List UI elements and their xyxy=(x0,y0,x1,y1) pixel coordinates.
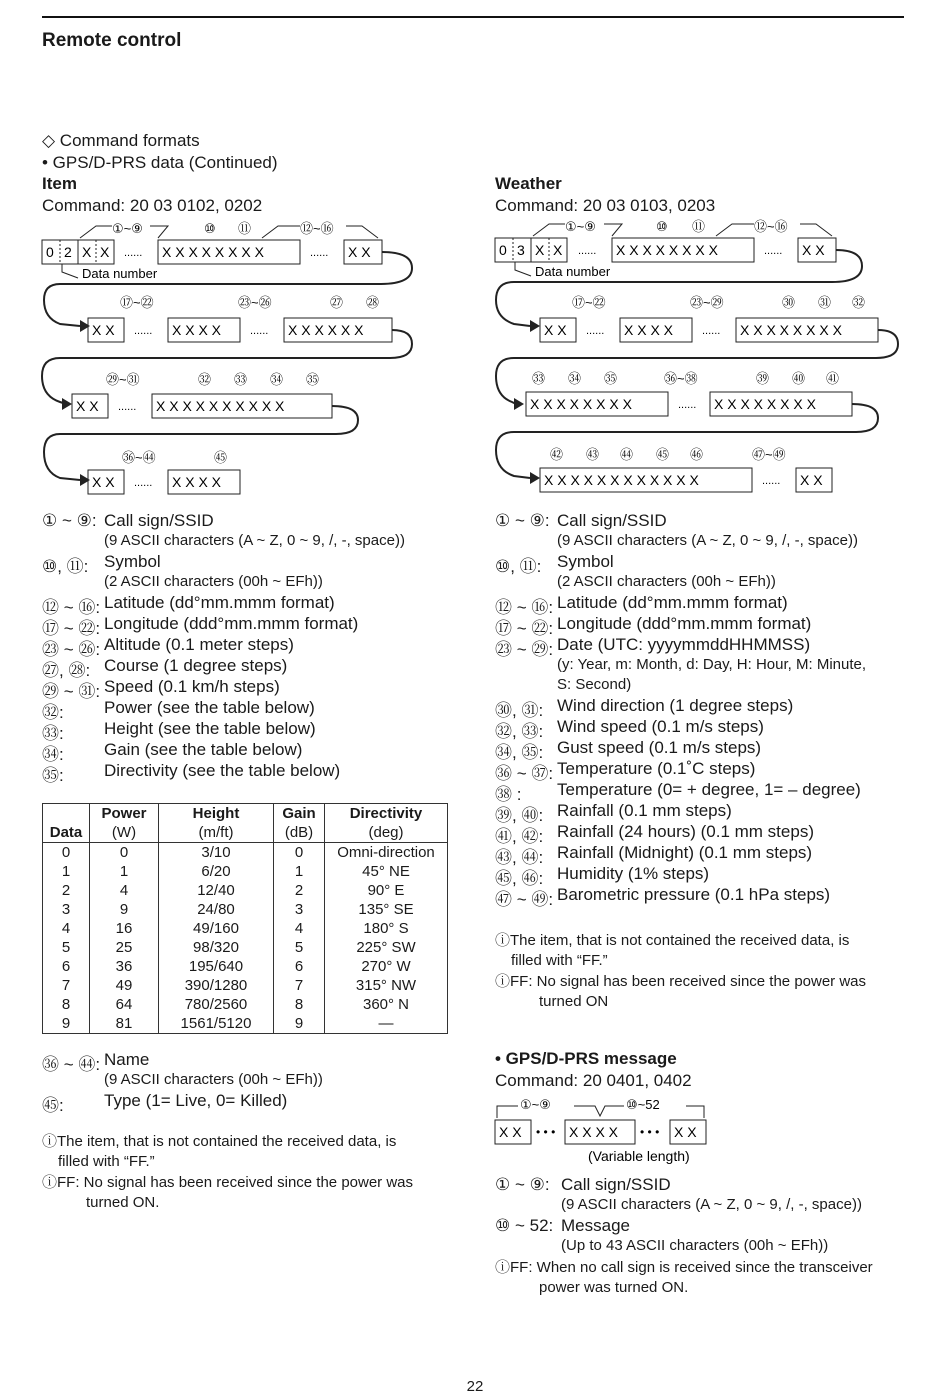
table-row: 3 9 24/80 3 135° SE xyxy=(43,900,448,919)
item-marker-12: ㉞ xyxy=(270,372,284,387)
weather-marker-11: ㉞ xyxy=(568,371,582,386)
weather-prefix-0: 0 xyxy=(499,242,507,258)
svg-text:X X X X X X X X: X X X X X X X X xyxy=(714,396,816,412)
svg-text:X X: X X xyxy=(92,322,115,338)
svg-text:X: X xyxy=(553,242,563,258)
svg-text:......: ...... xyxy=(578,245,597,257)
item-data-number: Data number xyxy=(82,266,158,281)
svg-text:......: ...... xyxy=(310,247,329,259)
weather-note-2: ⓘFF: No signal has been received since the power was turned ON xyxy=(495,973,867,1010)
item-frame-diagram xyxy=(42,221,412,494)
item-marker-10: ㉜ xyxy=(198,372,212,387)
item-label: Item xyxy=(42,174,77,193)
svg-text:X X X X X X X X X X: X X X X X X X X X X xyxy=(156,398,285,414)
svg-text:X X: X X xyxy=(544,322,567,338)
section-heading: ◇ Command formats xyxy=(42,131,200,150)
item-marker-2: ⑩ xyxy=(204,221,216,236)
weather-marker-6: ㉓~㉙ xyxy=(690,295,724,310)
svg-text:......: ...... xyxy=(678,399,697,411)
svg-text:X X: X X xyxy=(800,472,823,488)
svg-text:X X: X X xyxy=(802,242,825,258)
svg-text:X X X X X X X X X X X X: X X X X X X X X X X X X xyxy=(544,472,699,488)
item-definitions-2: ㊱ ~ ㊹: Name (9 ASCII characters (00h ~ EFh)) ㊺: Type (1= Live, 0= Killed) xyxy=(42,1050,323,1115)
svg-text:......: ...... xyxy=(250,325,269,337)
svg-text:X X X X: X X X X xyxy=(172,474,222,490)
table-row: 5 25 98/320 5 225° SW xyxy=(43,938,448,957)
item-marker-15: ㊺ xyxy=(214,450,228,465)
weather-data-number: Data number xyxy=(535,264,611,279)
table-row: 7 49 390/1280 7 315° NW xyxy=(43,976,448,995)
item-marker-3: ⑪ xyxy=(238,221,252,236)
svg-text:X: X xyxy=(100,244,110,260)
message-variable-length: (Variable length) xyxy=(588,1148,690,1164)
weather-definitions: ① ~ ⑨: Call sign/SSID (9 ASCII characters (A ~ Z, 0 ~ 9, /, -, space)) ⑩, ⑪: Symbol (2 ASCII characters (00h ~ EFh)) ⑫ ~ ⑯: Latitude (dd°mm.mmm format) ⑰ ~ ㉒: Longitude (ddd°mm.mmm format) ㉓ ~ ㉙: Date (UTC: yyyymmddHHMMSS) (y: Year, m: Month, d: Day, H: Hour, M: Minute, S: Second) ㉚, ㉛: Wind direction (1 degree steps) ㉜, ㉝: Wind speed (0.1 m/s steps) ㉞, ㉟: Gust speed (0.1 m/s steps) ㊱ ~ ㊲: Temperature (0.1˚C steps) ㊳ : Temperature (0= + degree, 1= – degree) ㊴, ㊵: Rainfall (0.1 mm steps) ㊶, ㊷: Rainfall (24 hours) (0.1 mm steps) ㊸, ㊹: Rainfall (Midnight) (0.1 mm steps) ㊺, ㊻: Humidity (1% steps) ㊼ ~ ㊾: Barometric pressure (0.1 hPa steps) xyxy=(495,511,867,909)
weather-marker-19: ㊹ xyxy=(620,447,634,462)
item-prefix-0: 0 xyxy=(46,244,54,260)
weather-note-1: ⓘThe item, that is not contained the received data, is filled with “FF.” xyxy=(495,932,850,969)
table-row: 0 0 3/10 0 Omni-direction xyxy=(43,843,448,863)
message-note-1: ⓘFF: When no call sign is received since the transceiver power was turned ON. xyxy=(495,1259,873,1296)
page-title: Remote control xyxy=(42,30,182,51)
svg-text:......: ...... xyxy=(118,401,137,413)
svg-text:......: ...... xyxy=(586,325,605,337)
table-row: 4 16 49/160 4 180° S xyxy=(43,919,448,938)
weather-marker-5: ⑰~㉒ xyxy=(572,295,606,310)
svg-text:X X X X X X: X X X X X X xyxy=(288,322,364,338)
weather-marker-20: ㊺ xyxy=(656,447,670,462)
weather-marker-12: ㉟ xyxy=(604,371,618,386)
table-row: 9 81 1561/5120 9 — xyxy=(43,1014,448,1034)
svg-text:......: ...... xyxy=(762,475,781,487)
power-height-gain-table xyxy=(42,803,448,1034)
weather-prefix-1: 3 xyxy=(517,242,525,258)
item-definitions: ① ~ ⑨: Call sign/SSID (9 ASCII characters (A ~ Z, 0 ~ 9, /, -, space)) ⑩, ⑪: Symbol (2 ASCII characters (00h ~ EFh)) ⑫ ~ ⑯: Latitude (dd°mm.mmm format) ⑰ ~ ㉒: Longitude (ddd°mm.mmm format) ㉓ ~ ㉖: Altitude (0.1 meter steps) ㉗, ㉘: Course (1 degree steps) ㉙ ~ ㉛: Speed (0.1 km/h steps) ㉜: Power (see the table below) ㉝: Height (see the table below) ㉞: Gain (see the table below) ㉟: Directivity (see the table below) xyxy=(42,511,405,785)
weather-marker-8: ㉛ xyxy=(818,295,832,310)
weather-marker-10: ㉝ xyxy=(532,371,546,386)
item-row-2 xyxy=(42,295,412,410)
item-note-1: ⓘThe item, that is not contained the received data, is filled with “FF.” xyxy=(42,1133,397,1170)
svg-text:......: ...... xyxy=(134,325,153,337)
item-row-4 xyxy=(88,450,240,494)
item-marker-4: ⑫~⑯ xyxy=(300,221,334,236)
item-marker-5: ⑰~㉒ xyxy=(120,295,154,310)
svg-text:X X X X X X X X: X X X X X X X X xyxy=(616,242,718,258)
weather-marker-22: ㊼~㊾ xyxy=(752,447,786,462)
item-marker-13: ㉟ xyxy=(306,372,320,387)
message-command: Command: 20 0401, 0402 xyxy=(495,1071,692,1090)
weather-marker-18: ㊸ xyxy=(586,447,600,462)
table-row: 1 1 6/20 1 45° NE xyxy=(43,862,448,881)
message-definitions: ① ~ ⑨: Call sign/SSID (9 ASCII characters (A ~ Z, 0 ~ 9, /, -, space)) ⑩ ~ 52: Message (Up to 43 ASCII characters (00h ~ EFh)) xyxy=(495,1175,862,1254)
table-row: 6 36 195/640 6 270° W xyxy=(43,957,448,976)
page-number: 22 xyxy=(466,1378,484,1395)
message-marker-2: ⑩~52 xyxy=(626,1097,660,1112)
svg-text:X X X X X X X X: X X X X X X X X xyxy=(530,396,632,412)
weather-marker-13: ㊱~㊳ xyxy=(664,371,698,386)
item-marker-7: ㉗ xyxy=(330,295,344,310)
weather-marker-9: ㉜ xyxy=(852,295,866,310)
item-prefix-1: 2 xyxy=(64,244,72,260)
weather-marker-14: ㊴ xyxy=(756,371,770,386)
weather-marker-17: ㊷ xyxy=(550,447,564,462)
item-command: Command: 20 03 0102, 0202 xyxy=(42,196,263,215)
item-marker-9: ㉙~㉛ xyxy=(106,372,140,387)
message-frame-diagram xyxy=(495,1097,706,1164)
weather-marker-15: ㊵ xyxy=(792,371,806,386)
weather-marker-3: ⑪ xyxy=(692,219,706,234)
weather-marker-16: ㊶ xyxy=(826,371,840,386)
svg-text:X X X X X X X X: X X X X X X X X xyxy=(162,244,264,260)
weather-marker-2: ⑩ xyxy=(656,219,668,234)
svg-text:• • •: • • • xyxy=(536,1125,556,1139)
svg-text:X X: X X xyxy=(76,398,99,414)
svg-text:X: X xyxy=(535,242,545,258)
item-marker-6: ㉓~㉖ xyxy=(238,295,272,310)
item-note-2: ⓘFF: No signal has been received since the power was turned ON. xyxy=(42,1174,414,1211)
section-subheading: • GPS/D-PRS data (Continued) xyxy=(42,153,278,172)
weather-row-3 xyxy=(496,371,878,484)
svg-text:X X X X X X X X: X X X X X X X X xyxy=(740,322,842,338)
weather-marker-1: ①~⑨ xyxy=(565,219,596,234)
weather-frame-diagram xyxy=(495,219,898,492)
item-marker-1: ①~⑨ xyxy=(112,221,143,236)
weather-row-1 xyxy=(495,219,862,332)
weather-marker-7: ㉚ xyxy=(782,295,796,310)
svg-text:......: ...... xyxy=(124,247,143,259)
message-label: • GPS/D-PRS message xyxy=(495,1049,677,1068)
message-marker-1: ①~⑨ xyxy=(520,1097,551,1112)
weather-label: Weather xyxy=(495,174,562,193)
svg-text:X X: X X xyxy=(674,1124,697,1140)
svg-text:X X X X: X X X X xyxy=(172,322,222,338)
item-marker-14: ㊱~㊹ xyxy=(122,450,156,465)
svg-text:......: ...... xyxy=(134,477,153,489)
svg-text:X X X X: X X X X xyxy=(569,1124,619,1140)
item-marker-8: ㉘ xyxy=(366,295,380,310)
weather-row-2 xyxy=(496,295,898,410)
table-unit-row: Data (W) (m/ft) (dB) (deg) xyxy=(43,823,448,843)
item-marker-11: ㉝ xyxy=(234,372,248,387)
weather-marker-4: ⑫~⑯ xyxy=(754,219,788,234)
svg-text:X X: X X xyxy=(499,1124,522,1140)
svg-text:......: ...... xyxy=(702,325,721,337)
weather-command: Command: 20 03 0103, 0203 xyxy=(495,196,716,215)
svg-text:X X X X: X X X X xyxy=(624,322,674,338)
svg-text:X: X xyxy=(82,244,92,260)
table-header-row: Power Height Gain Directivity xyxy=(43,804,448,824)
table-row: 8 64 780/2560 8 360° N xyxy=(43,995,448,1014)
weather-marker-21: ㊻ xyxy=(690,447,704,462)
item-row-1 xyxy=(42,221,412,332)
weather-row-4 xyxy=(540,447,832,492)
svg-text:X X: X X xyxy=(348,244,371,260)
table-row: 2 4 12/40 2 90° E xyxy=(43,881,448,900)
svg-text:• • •: • • • xyxy=(640,1125,660,1139)
svg-text:......: ...... xyxy=(764,245,783,257)
svg-text:X X: X X xyxy=(92,474,115,490)
item-row-3 xyxy=(44,372,358,486)
